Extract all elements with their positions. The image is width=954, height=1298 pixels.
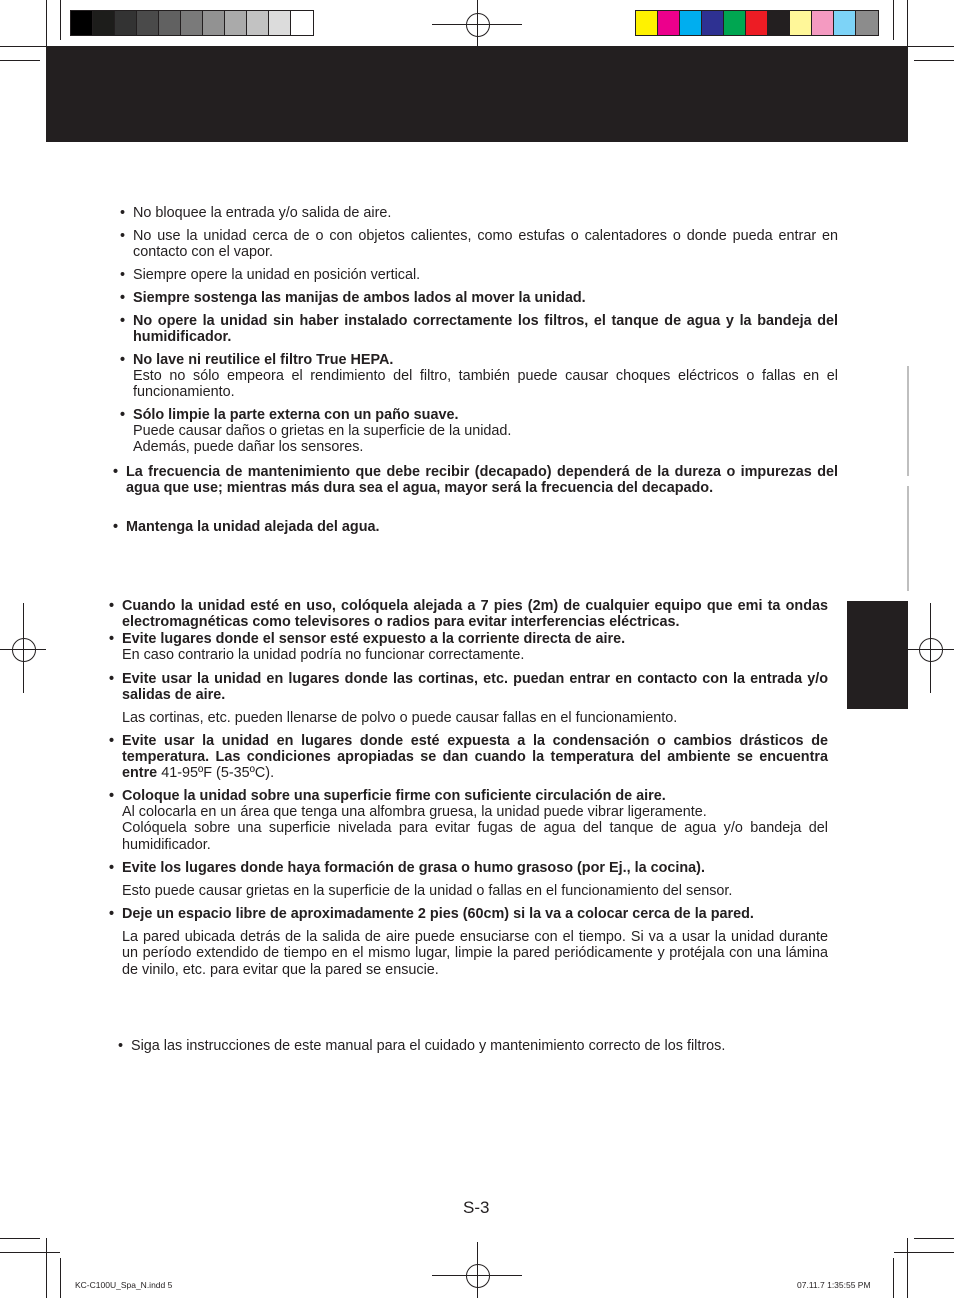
gray-swatch — [247, 11, 269, 35]
list-item: • La frecuencia de mantenimiento que debe recibir (decapado) dependerá de la dureza o impurezas del agua que use; mientras más dura sea el agua, mayor será la frecuencia del decapado. — [113, 464, 838, 497]
language-tab — [847, 601, 908, 709]
color-swatch — [724, 11, 746, 35]
gray-swatch — [115, 11, 137, 35]
list-item: • No lave ni reutilice el filtro True HEPA. Esto no sólo empeora el rendimiento del filtro, también puede causar choques eléctricos o fallas en el funcionamiento. — [120, 352, 838, 401]
list-item: • Sólo limpie la parte externa con un paño suave. Puede causar daños o grietas en la superficie de la unidad. Además, puede dañar los sensores. — [120, 407, 512, 456]
gray-swatch — [159, 11, 181, 35]
gray-swatch — [71, 11, 93, 35]
color-swatch — [790, 11, 812, 35]
process-color-bar — [635, 10, 879, 36]
file-slug: KC-C100U_Spa_N.indd 5 — [75, 1280, 173, 1290]
gray-swatch — [203, 11, 225, 35]
list-item: • Siempre opere la unidad en posición vertical. — [120, 267, 421, 283]
color-swatch — [856, 11, 878, 35]
color-swatch — [658, 11, 680, 35]
color-swatch — [636, 11, 658, 35]
print-timestamp: 07.11.7 1:35:55 PM — [797, 1280, 871, 1290]
list-item: • No use la unidad cerca de o con objetos calientes, como estufas o calentadores o donde pueda entrar en contacto con el vapor. — [120, 228, 838, 261]
gray-swatch — [181, 11, 203, 35]
list-item: • Siempre sostenga las manijas de ambos lados al mover la unidad. — [120, 290, 586, 306]
list-item: • Coloque la unidad sobre una superficie firme con suficiente circulación de aire. Al colocarla en un área que tenga una alfombra gruesa, la unidad puede vibrar ligeramente. Colóquela sobre una superficie nivelada para evitar fugas de agua del tanque de agua y/o bandeja del humidificador. — [109, 788, 828, 853]
list-item: • Cuando la unidad esté en uso, colóquela alejada a 7 pies (2m) de cualquier equipo que emi ta ondas electromagnéticas como televisores o radios para evitar interferencias eléctricas. — [109, 598, 828, 631]
list-item: • Evite usar la unidad en lugares donde las cortinas, etc. puedan entrar en contacto con la entrada y/o salidas de aire. Las cortinas, etc. pueden llenarse de polvo o puede causar fallas en el funcionamiento. — [109, 671, 828, 727]
side-rule — [907, 486, 909, 591]
grayscale-color-bar — [70, 10, 314, 36]
color-swatch — [834, 11, 856, 35]
color-swatch — [702, 11, 724, 35]
list-item: • No opere la unidad sin haber instalado correctamente los filtros, el tanque de agua y la bandeja del humidificador. — [120, 313, 838, 346]
side-rule — [907, 366, 909, 476]
list-item: • Deje un espacio libre de aproximadamente 2 pies (60cm) si la va a colocar cerca de la pared. La pared ubicada detrás de la salida de aire puede ensuciarse con el tiempo. Si va a usar la unidad durante un período extendido de tiempo en el mismo lugar, limpie la pared periódicamente y protéjala con una lámina de vinilo, etc. para evitar que la pared se ensucie. — [109, 906, 828, 978]
color-swatch — [768, 11, 790, 35]
gray-swatch — [225, 11, 247, 35]
list-item: • Evite usar la unidad en lugares donde esté expuesta a la condensación o cambios drásticos de temperatura. Las condiciones apropiadas se dan cuando la temperatura del ambiente se encuentra entre 41-95ºF (5-35ºC). — [109, 733, 828, 782]
gray-swatch — [291, 11, 313, 35]
color-swatch — [680, 11, 702, 35]
gray-swatch — [269, 11, 291, 35]
page-number: S-3 — [463, 1198, 490, 1217]
list-item: • Evite lugares donde el sensor esté expuesto a la corriente directa de aire. En caso contrario la unidad podría no funcionar correctamente. — [109, 631, 626, 664]
list-item: • Siga las instrucciones de este manual para el cuidado y mantenimiento correcto de los filtros. — [118, 1038, 726, 1054]
list-item: • Mantenga la unidad alejada del agua. — [113, 519, 380, 535]
gray-swatch — [93, 11, 115, 35]
list-item: • Evite los lugares donde haya formación de grasa o humo grasoso (por Ej., la cocina). Esto puede causar grietas en la superficie de la unidad o fallas en el funcionamiento del sensor. — [109, 860, 733, 900]
color-swatch — [812, 11, 834, 35]
color-swatch — [746, 11, 768, 35]
list-item: • No bloquee la entrada y/o salida de aire. — [120, 205, 392, 221]
gray-swatch — [137, 11, 159, 35]
header-band — [46, 46, 908, 142]
